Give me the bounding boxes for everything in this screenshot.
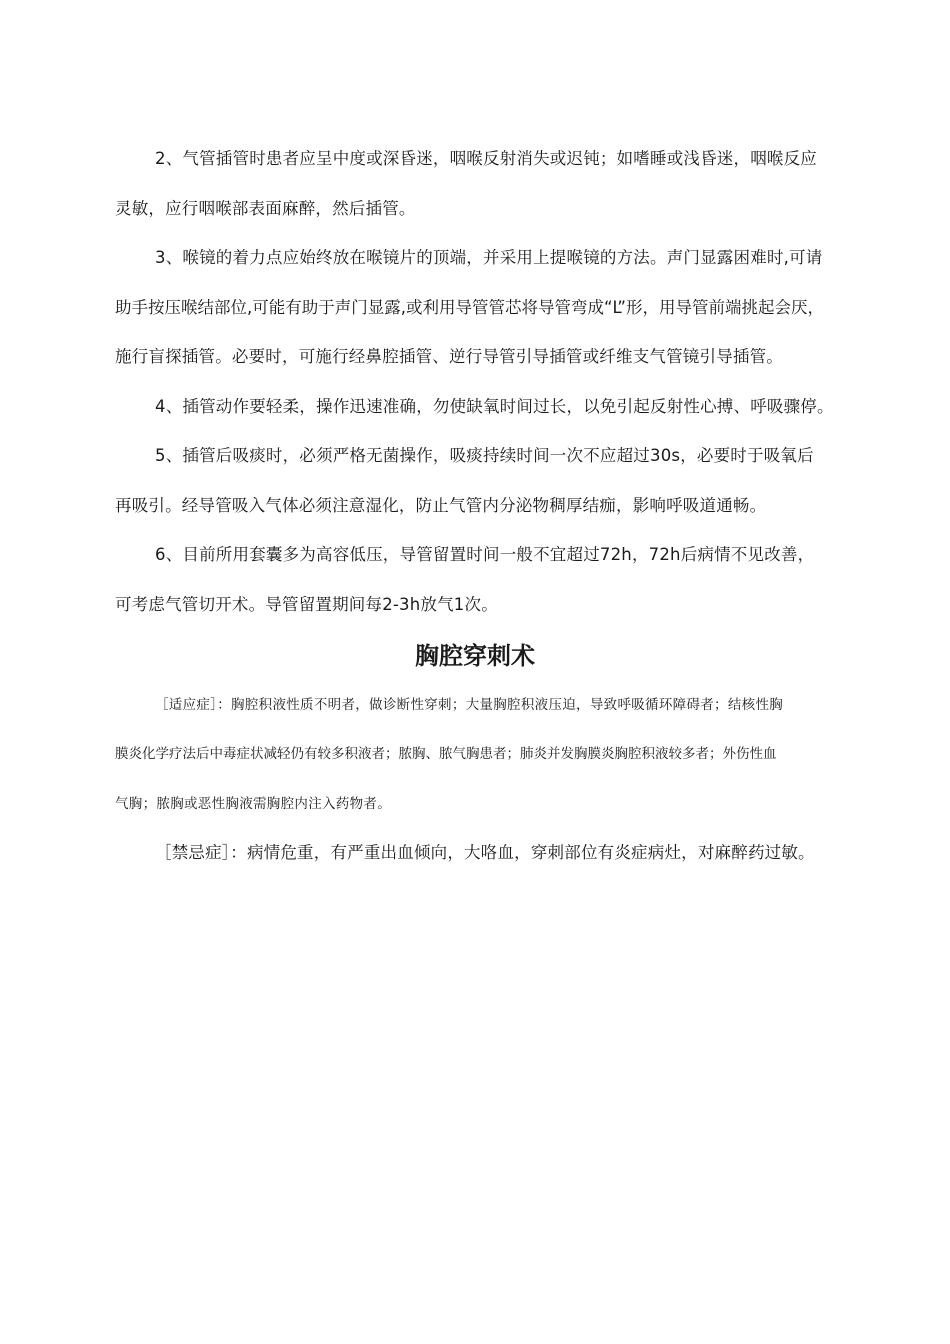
paragraph-3-line-1: 3、喉镜的着力点应始终放在喉镜片的顶端，并采用上提喉镜的方法。声门显露困难时,可请 [155, 248, 823, 267]
paragraph-2-line-1: 2、气管插管时患者应呈中度或深昏迷，咽喉反射消失或迟钝；如嗜睡或浅昏迷，咽喉反应 [155, 149, 817, 168]
paragraph-6-line-1: 6、目前所用套囊多为高容低压，导管留置时间一般不宜超过72h，72h后病情不见改善， [155, 545, 815, 564]
section-title: 胸腔穿刺术 [415, 642, 535, 670]
contraindications-line-1: ［禁忌症］：病情危重，有严重出血倾向，大咯血，穿刺部位有炎症病灶，对麻醉药过敏。 [155, 843, 815, 862]
indications-line-3: 气胸；脓胸或恶性胸液需胸腔内注入药物者。 [115, 796, 391, 812]
paragraph-6-line-2: 可考虑气管切开术。导管留置期间每2-3h放气1次。 [115, 595, 498, 614]
paragraph-5-line-1: 5、插管后吸痰时，必须严格无菌操作，吸痰持续时间一次不应超过30s，必要时于吸氧后 [155, 446, 814, 465]
paragraph-5-line-2: 再吸引。经导管吸入气体必须注意湿化，防止气管内分泌物稠厚结痂，影响呼吸道通畅。 [115, 496, 767, 515]
paragraph-4-line-1: 4、插管动作要轻柔，操作迅速准确，勿使缺氧时间过长，以免引起反射性心搏、呼吸骤停。 [155, 397, 834, 416]
indications-line-1: ［适应症］：胸腔积液性质不明者，做诊断性穿刺；大量胸腔积液压迫，导致呼吸循环障碍者；结核性胸 [155, 697, 784, 713]
indications-line-2: 膜炎化学疗法后中毒症状减轻仍有较多积液者；脓胸、脓气胸患者；肺炎并发胸膜炎胸腔积液较多者；外伤性血 [115, 746, 777, 762]
paragraph-3-line-3: 施行盲探插管。必要时，可施行经鼻腔插管、逆行导管引导插管或纤维支气管镜引导插管。 [115, 347, 783, 366]
paragraph-2-line-2: 灵敏，应行咽喉部表面麻醉，然后插管。 [115, 199, 416, 218]
paragraph-3-line-2: 助手按压喉结部位,可能有助于声门显露,或利用导管管芯将导管弯成“L”形，用导管前端挑起会厌， [115, 298, 824, 317]
